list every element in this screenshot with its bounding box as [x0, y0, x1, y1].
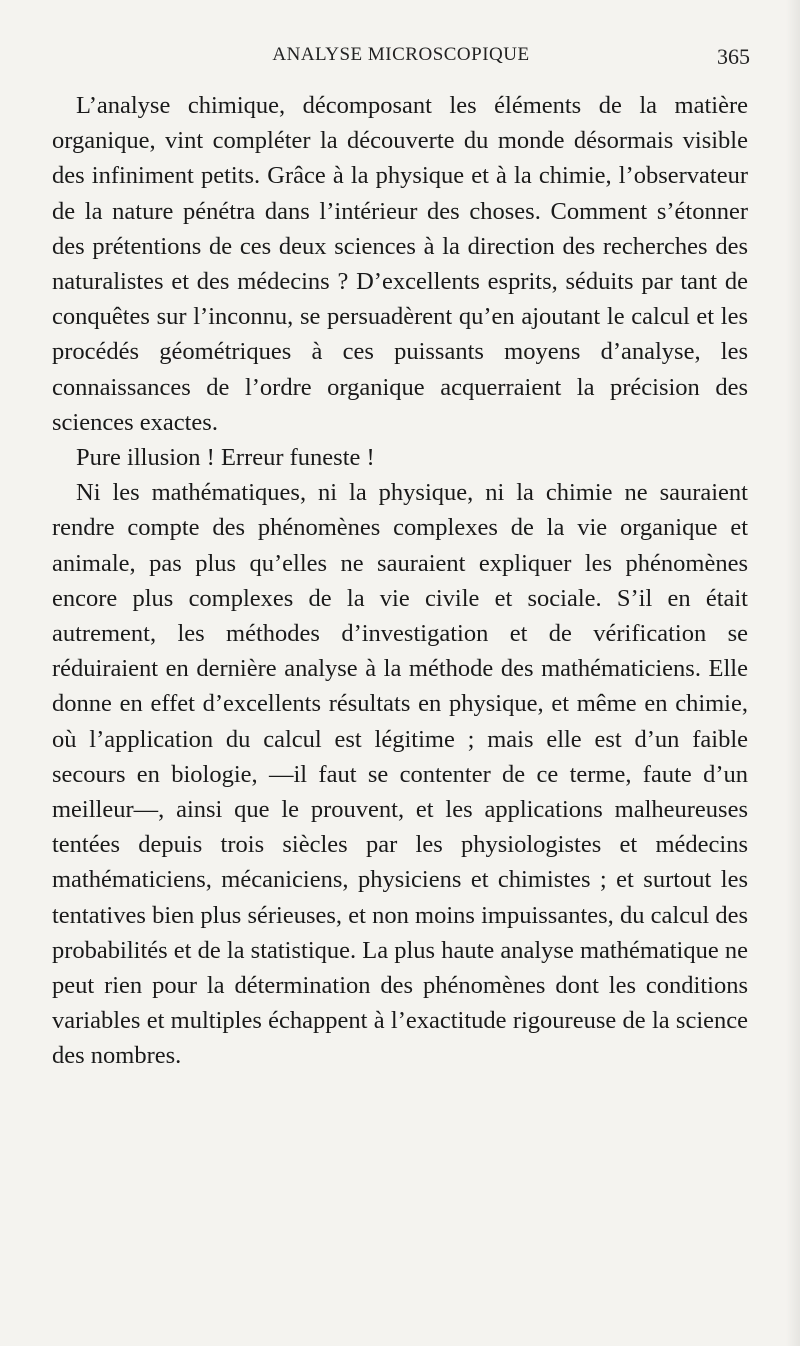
page-number: 365 [717, 44, 750, 69]
page-header [52, 44, 750, 74]
paragraph-2: Pure illusion ! Erreur funeste ! [76, 444, 375, 472]
paragraph-3: Ni les mathématiques, ni la physique, ni la chimie ne sauraient rendre compte des phénomènes complexes de la vie organique et animale, pas plus qu’elles ne sauraient expliquer les phénomènes encore plus complexes de la vie civile et sociale. S’il en était autrement, les méthodes d’investigation et de vérification se réduiraient en dernière analyse à la méthode des mathématiciens. Elle donne en effet d’excellents résultats en physique, et même en chimie, où l’application du calcul est légitime ; mais elle est d’un faible secours en biologie, —il faut se contenter de ce terme, faute d’un meilleur—, ainsi que le prouvent, et les applications malheureuses tentées depuis trois siècles par les physiologistes et médecins mathématiciens, mécaniciens, physiciens et chimistes ; et surtout les tentatives bien plus sérieuses, et non moins impuissantes, du calcul des probabilités et de la statistique. La plus haute analyse mathématique ne peut rien pour la détermination des phénomènes dont les conditions variables et multiples échappent à l’exactitude rigoureuse de la science des nombres. [52, 479, 748, 1070]
paragraph-1: L’analyse chimique, décomposant les éléments de la matière organique, vint compléter la découverte du monde désormais visible des infiniment petits. Grâce à la physique et à la chimie, l’observateur de la nature pénétra dans l’intérieur des choses. Comment s’étonner des prétentions de ces deux sciences à la direction des recherches des naturalistes et des médecins ? D’excellents esprits, séduits par tant de conquêtes sur l’inconnu, se persuadèrent qu’en ajoutant le calcul et les procédés géométriques à ces puissants moyens d’analyse, les connaissances de l’ordre organique acquerraient la précision des sciences exactes. [52, 92, 748, 436]
body-text [52, 88, 748, 1074]
running-title: ANALYSE MICROSCOPIQUE [272, 44, 530, 65]
scan-edge-shadow [786, 0, 800, 1346]
